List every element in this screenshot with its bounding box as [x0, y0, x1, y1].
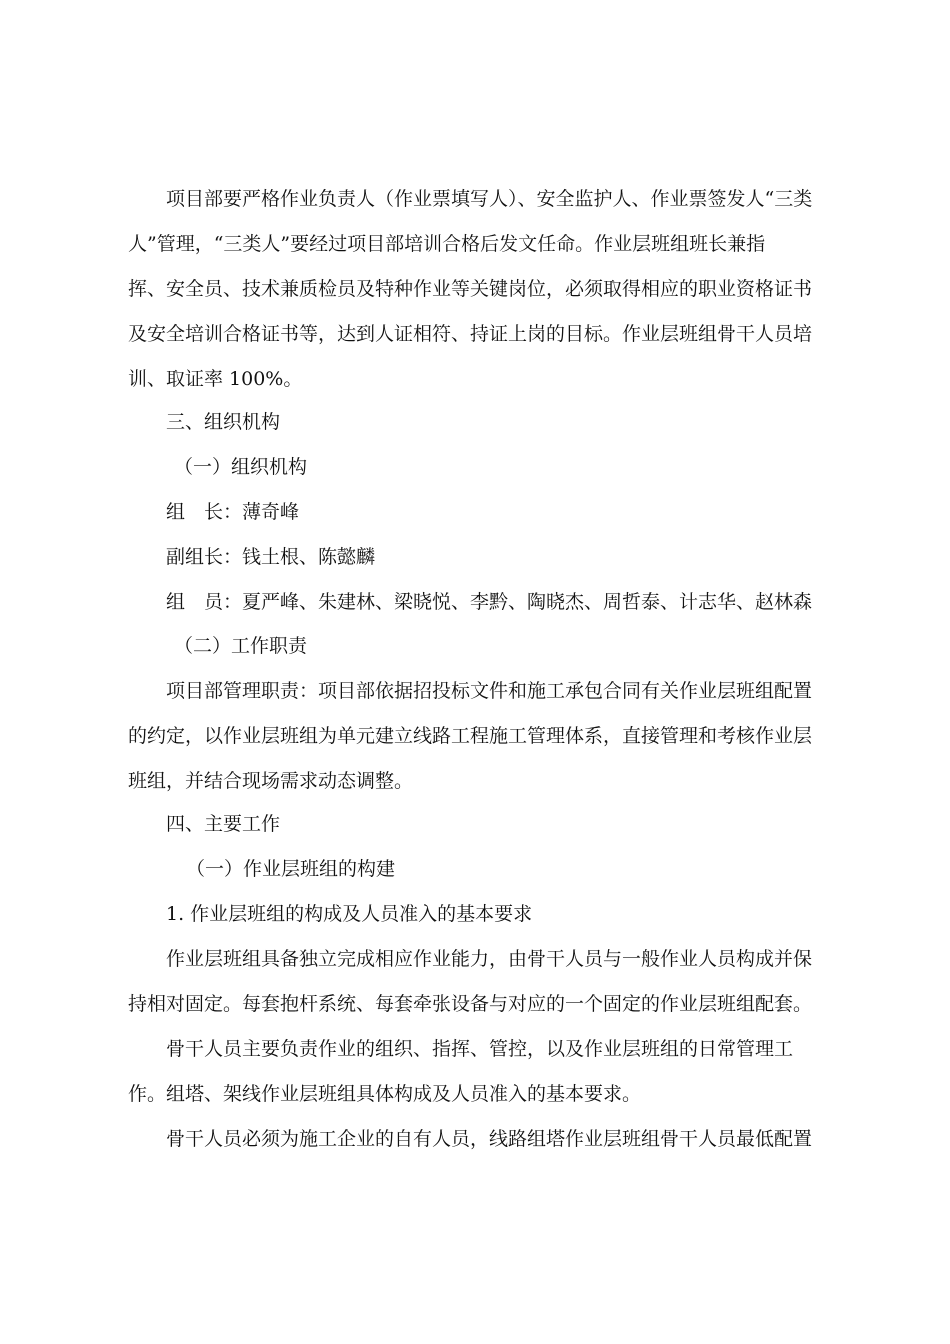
subheading-organization: （一）组织机构: [174, 456, 308, 478]
section-heading-main-work: 四、主要工作: [166, 813, 281, 835]
group-leader: 组 长：薄奇峰: [166, 501, 300, 523]
paragraph-4-line-1: 骨干人员主要负责作业的组织、指挥、管控，以及作业层班组的日常管理工: [166, 1038, 794, 1060]
paragraph-1-line-5: 训、取证率 100%。: [128, 368, 303, 390]
paragraph-1-line-3: 挥、安全员、技术兼质检员及特种作业等关键岗位，必须取得相应的职业资格证书: [128, 278, 813, 300]
paragraph-2-line-2: 的约定，以作业层班组为单元建立线路工程施工管理体系，直接管理和考核作业层: [128, 725, 813, 747]
paragraph-4-line-2: 作。组塔、架线作业层班组具体构成及人员准入的基本要求。: [128, 1083, 642, 1105]
paragraph-5-line-1: 骨干人员必须为施工企业的自有人员，线路组塔作业层班组骨干人员最低配置: [166, 1128, 813, 1150]
paragraph-1-line-1: 项目部要严格作业负责人（作业票填写人）、安全监护人、作业票签发人“三类: [166, 188, 813, 210]
paragraph-3-line-1: 作业层班组具备独立完成相应作业能力，由骨干人员与一般作业人员构成并保: [166, 948, 813, 970]
paragraph-1-line-2: 人”管理，“三类人”要经过项目部培训合格后发文任命。作业层班组班长兼指: [128, 233, 766, 255]
subheading-team-construction: （一）作业层班组的构建: [186, 858, 396, 880]
group-members: 组 员：夏严峰、朱建林、梁晓悦、李黔、陶晓杰、周哲泰、计志华、赵林森: [166, 591, 813, 613]
section-heading-organization: 三、组织机构: [166, 411, 281, 433]
paragraph-3-line-2: 持相对固定。每套抱杆系统、每套牵张设备与对应的一个固定的作业层班组配套。: [128, 993, 813, 1015]
paragraph-2-line-3: 班组，并结合现场需求动态调整。: [128, 770, 414, 792]
numbered-item-1: 1. 作业层班组的构成及人员准入的基本要求: [166, 903, 533, 925]
subheading-duties: （二）工作职责: [174, 635, 308, 657]
paragraph-1-line-4: 及安全培训合格证书等，达到人证相符、持证上岗的目标。作业层班组骨干人员培: [128, 323, 813, 345]
paragraph-2-line-1: 项目部管理职责：项目部依据招投标文件和施工承包合同有关作业层班组配置: [166, 680, 813, 702]
deputy-group-leader: 副组长：钱土根、陈懿麟: [166, 546, 376, 568]
